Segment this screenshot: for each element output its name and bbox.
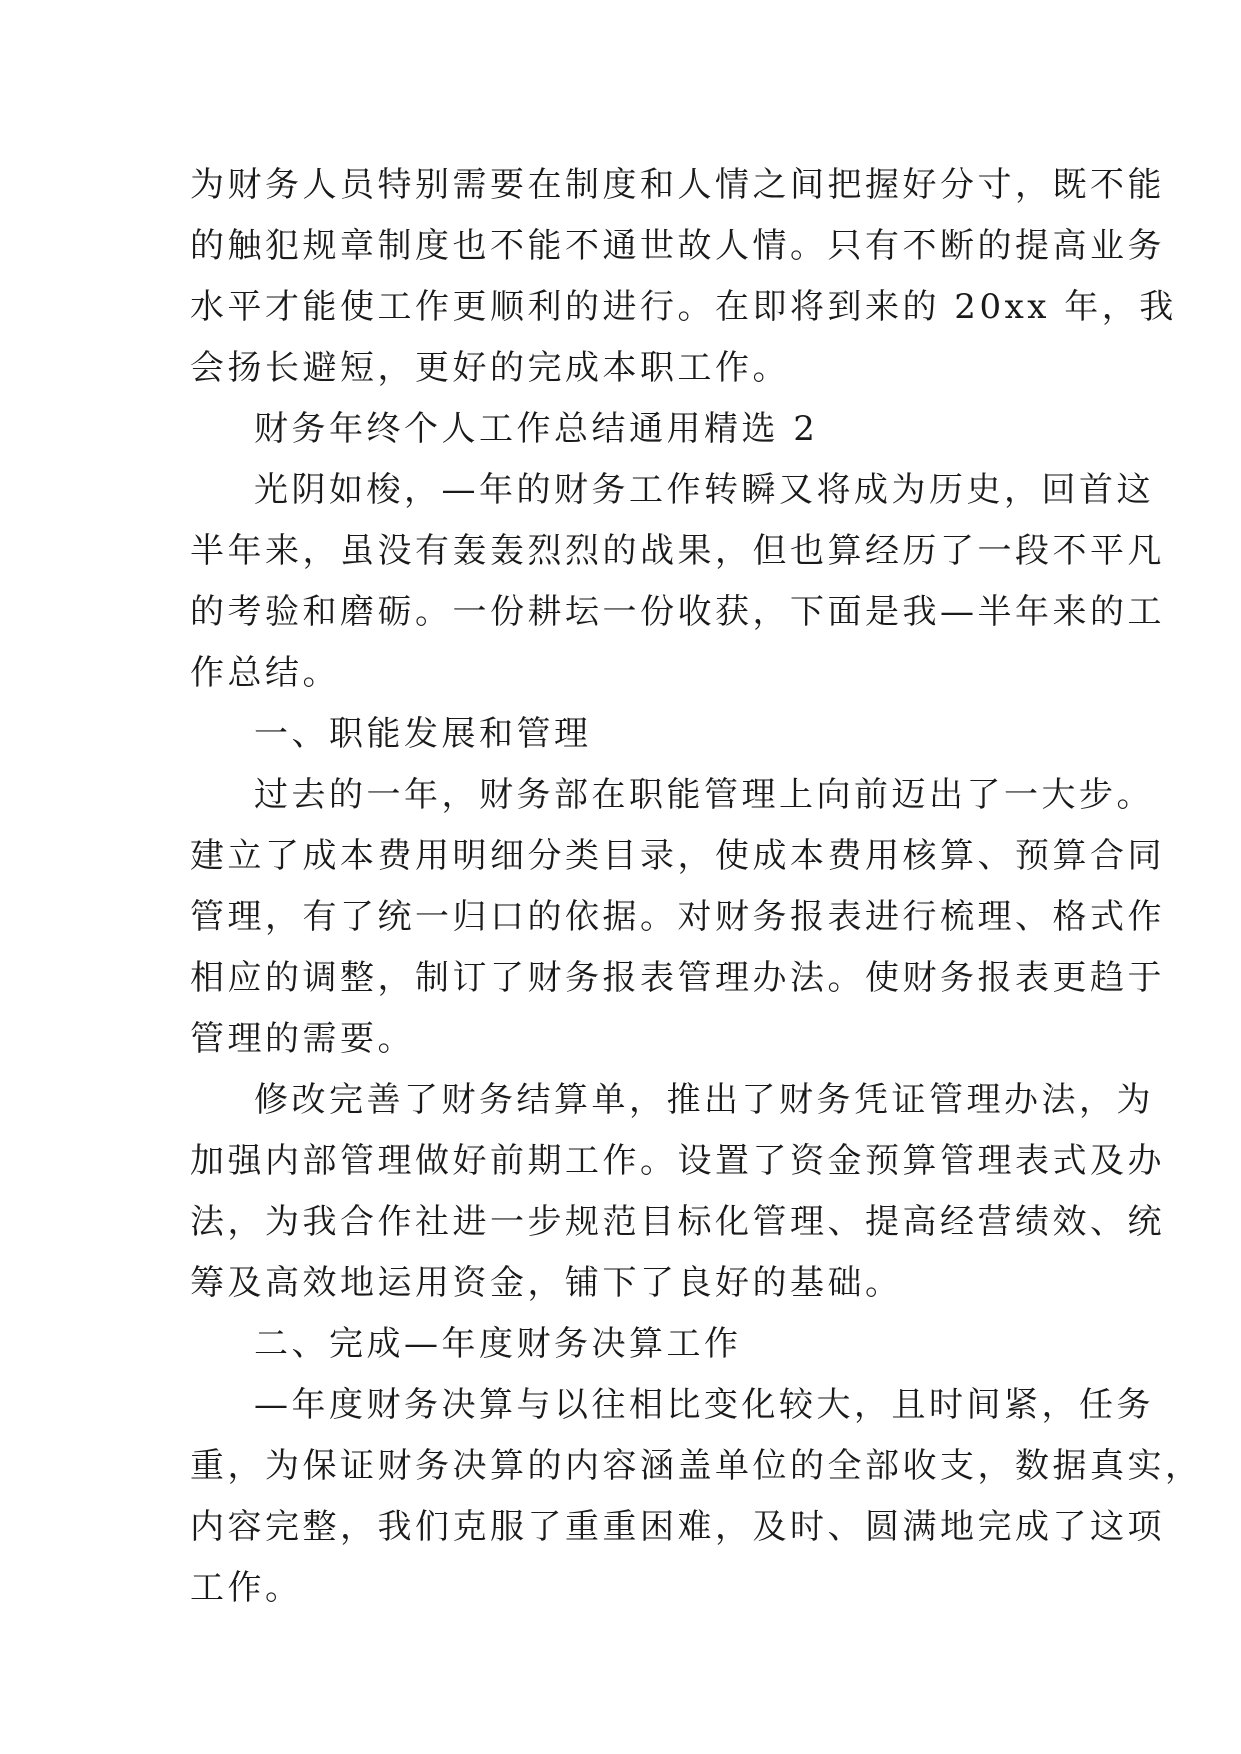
- text-line: 财务年终个人工作总结通用精选 2: [254, 409, 819, 449]
- text-line: 一、职能发展和管理: [254, 714, 592, 754]
- text-line: 筹及高效地运用资金，铺下了良好的基础。: [190, 1263, 903, 1303]
- text-line: 光阴如梭，—年的财务工作转瞬又将成为历史，回首这: [254, 470, 1154, 510]
- text-line: 管理，有了统一归口的依据。对财务报表进行梳理、格式作: [190, 897, 1165, 937]
- text-line: 水平才能使工作更顺利的进行。在即将到来的 20xx 年，我: [190, 287, 1177, 327]
- text-line: 修改完善了财务结算单，推出了财务凭证管理办法，为: [254, 1080, 1154, 1120]
- text-line: 半年来，虽没有轰轰烈烈的战果，但也算经历了一段不平凡: [190, 531, 1165, 571]
- text-line: 过去的一年，财务部在职能管理上向前迈出了一大步。: [254, 775, 1154, 815]
- text-line: 加强内部管理做好前期工作。设置了资金预算管理表式及办: [190, 1141, 1165, 1181]
- text-line: 管理的需要。: [190, 1019, 415, 1059]
- text-line: 作总结。: [190, 653, 340, 693]
- text-line: 工作。: [190, 1568, 303, 1608]
- text-line: 的考验和磨砺。一份耕坛一份收获，下面是我—半年来的工: [190, 592, 1165, 632]
- text-line: 的触犯规章制度也不能不通世故人情。只有不断的提高业务: [190, 226, 1165, 266]
- text-line: 会扬长避短，更好的完成本职工作。: [190, 348, 790, 388]
- text-line: 内容完整，我们克服了重重困难，及时、圆满地完成了这项: [190, 1507, 1165, 1547]
- text-line: 为财务人员特别需要在制度和人情之间把握好分寸，既不能: [190, 165, 1165, 205]
- text-line: 重，为保证财务决算的内容涵盖单位的全部收支，数据真实，: [190, 1446, 1203, 1486]
- text-line: —年度财务决算与以往相比变化较大，且时间紧，任务: [254, 1385, 1154, 1425]
- text-line: 二、完成—年度财务决算工作: [254, 1324, 742, 1364]
- text-line: 法，为我合作社进一步规范目标化管理、提高经营绩效、统: [190, 1202, 1165, 1242]
- text-line: 相应的调整，制订了财务报表管理办法。使财务报表更趋于: [190, 958, 1165, 998]
- document-body: [190, 155, 1203, 1619]
- text-line: 建立了成本费用明细分类目录，使成本费用核算、预算合同: [190, 836, 1165, 876]
